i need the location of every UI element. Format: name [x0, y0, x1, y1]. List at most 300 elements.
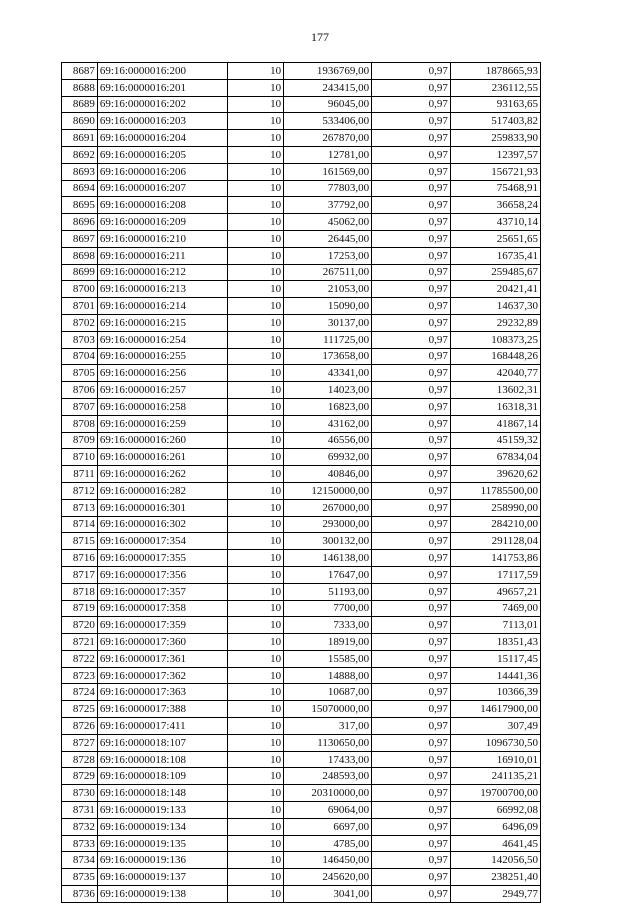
coefficient-cell: 0,97 — [372, 533, 451, 550]
rate-cell: 10 — [227, 314, 283, 331]
cadastral-number-cell: 69:16:0000016:302 — [97, 516, 227, 533]
rate-cell: 10 — [227, 768, 283, 785]
row-number-cell: 8695 — [62, 197, 98, 214]
coefficient-cell: 0,97 — [372, 432, 451, 449]
base-value-cell: 45062,00 — [284, 214, 372, 231]
cadastral-number-cell: 69:16:0000018:109 — [97, 768, 227, 785]
row-number-cell: 8725 — [62, 701, 98, 718]
row-number-cell: 8715 — [62, 533, 98, 550]
table-row — [62, 886, 541, 903]
result-value-cell: 49657,21 — [450, 583, 540, 600]
coefficient-cell: 0,97 — [372, 348, 451, 365]
table-row — [62, 684, 541, 701]
coefficient-cell: 0,97 — [372, 886, 451, 903]
coefficient-cell: 0,97 — [372, 701, 451, 718]
row-number-cell: 8726 — [62, 718, 98, 735]
coefficient-cell: 0,97 — [372, 146, 451, 163]
table-row — [62, 348, 541, 365]
coefficient-cell: 0,97 — [372, 482, 451, 499]
row-number-cell: 8689 — [62, 96, 98, 113]
coefficient-cell: 0,97 — [372, 650, 451, 667]
result-value-cell: 43710,14 — [450, 214, 540, 231]
result-value-cell: 2949,77 — [450, 886, 540, 903]
base-value-cell: 3041,00 — [284, 886, 372, 903]
result-value-cell: 75468,91 — [450, 180, 540, 197]
result-value-cell: 142056,50 — [450, 852, 540, 869]
base-value-cell: 69064,00 — [284, 802, 372, 819]
rate-cell: 10 — [227, 382, 283, 399]
table-row — [62, 852, 541, 869]
coefficient-cell: 0,97 — [372, 852, 451, 869]
table-row — [62, 130, 541, 147]
row-number-cell: 8697 — [62, 230, 98, 247]
row-number-cell: 8706 — [62, 382, 98, 399]
coefficient-cell: 0,97 — [372, 600, 451, 617]
coefficient-cell: 0,97 — [372, 566, 451, 583]
coefficient-cell: 0,97 — [372, 230, 451, 247]
result-value-cell: 141753,86 — [450, 550, 540, 567]
table-row — [62, 499, 541, 516]
cadastral-number-cell: 69:16:0000016:202 — [97, 96, 227, 113]
coefficient-cell: 0,97 — [372, 180, 451, 197]
rate-cell: 10 — [227, 634, 283, 651]
coefficient-cell: 0,97 — [372, 331, 451, 348]
table-row — [62, 734, 541, 751]
result-value-cell: 19700700,00 — [450, 785, 540, 802]
table-row — [62, 163, 541, 180]
rate-cell: 10 — [227, 482, 283, 499]
base-value-cell: 267000,00 — [284, 499, 372, 516]
coefficient-cell: 0,97 — [372, 264, 451, 281]
rate-cell: 10 — [227, 566, 283, 583]
base-value-cell: 15070000,00 — [284, 701, 372, 718]
rate-cell: 10 — [227, 533, 283, 550]
row-number-cell: 8690 — [62, 113, 98, 130]
row-number-cell: 8708 — [62, 415, 98, 432]
row-number-cell: 8720 — [62, 617, 98, 634]
rate-cell: 10 — [227, 550, 283, 567]
table-row — [62, 785, 541, 802]
row-number-cell: 8705 — [62, 365, 98, 382]
base-value-cell: 243415,00 — [284, 79, 372, 96]
cadastral-number-cell: 69:16:0000016:256 — [97, 365, 227, 382]
cadastral-number-cell: 69:16:0000016:262 — [97, 466, 227, 483]
coefficient-cell: 0,97 — [372, 113, 451, 130]
base-value-cell: 161569,00 — [284, 163, 372, 180]
cadastral-number-cell: 69:16:0000016:211 — [97, 247, 227, 264]
row-number-cell: 8711 — [62, 466, 98, 483]
cadastral-number-cell: 69:16:0000016:258 — [97, 398, 227, 415]
rate-cell: 10 — [227, 785, 283, 802]
result-value-cell: 307,49 — [450, 718, 540, 735]
coefficient-cell: 0,97 — [372, 617, 451, 634]
table-row — [62, 751, 541, 768]
table-row — [62, 768, 541, 785]
result-value-cell: 4641,45 — [450, 835, 540, 852]
coefficient-cell: 0,97 — [372, 818, 451, 835]
row-number-cell: 8704 — [62, 348, 98, 365]
result-value-cell: 41867,14 — [450, 415, 540, 432]
row-number-cell: 8728 — [62, 751, 98, 768]
cadastral-number-cell: 69:16:0000016:213 — [97, 281, 227, 298]
coefficient-cell: 0,97 — [372, 314, 451, 331]
rate-cell: 10 — [227, 869, 283, 886]
result-value-cell: 10366,39 — [450, 684, 540, 701]
result-value-cell: 259833,90 — [450, 130, 540, 147]
base-value-cell: 15090,00 — [284, 298, 372, 315]
row-number-cell: 8724 — [62, 684, 98, 701]
row-number-cell: 8719 — [62, 600, 98, 617]
base-value-cell: 533406,00 — [284, 113, 372, 130]
rate-cell: 10 — [227, 583, 283, 600]
base-value-cell: 267870,00 — [284, 130, 372, 147]
coefficient-cell: 0,97 — [372, 197, 451, 214]
row-number-cell: 8716 — [62, 550, 98, 567]
row-number-cell: 8733 — [62, 835, 98, 852]
result-value-cell: 93163,65 — [450, 96, 540, 113]
base-value-cell: 17647,00 — [284, 566, 372, 583]
coefficient-cell: 0,97 — [372, 247, 451, 264]
result-value-cell: 238251,40 — [450, 869, 540, 886]
base-value-cell: 96045,00 — [284, 96, 372, 113]
result-value-cell: 517403,82 — [450, 113, 540, 130]
base-value-cell: 26445,00 — [284, 230, 372, 247]
base-value-cell: 6697,00 — [284, 818, 372, 835]
row-number-cell: 8729 — [62, 768, 98, 785]
table-row — [62, 180, 541, 197]
coefficient-cell: 0,97 — [372, 718, 451, 735]
result-value-cell: 1096730,50 — [450, 734, 540, 751]
cadastral-number-cell: 69:16:0000016:201 — [97, 79, 227, 96]
coefficient-cell: 0,97 — [372, 449, 451, 466]
table-row — [62, 550, 541, 567]
cadastral-number-cell: 69:16:0000016:301 — [97, 499, 227, 516]
base-value-cell: 248593,00 — [284, 768, 372, 785]
result-value-cell: 36658,24 — [450, 197, 540, 214]
base-value-cell: 14888,00 — [284, 667, 372, 684]
table-row — [62, 314, 541, 331]
rate-cell: 10 — [227, 617, 283, 634]
base-value-cell: 7700,00 — [284, 600, 372, 617]
cadastral-number-cell: 69:16:0000016:259 — [97, 415, 227, 432]
table-row — [62, 264, 541, 281]
cadastral-number-cell: 69:16:0000017:354 — [97, 533, 227, 550]
cadastral-number-cell: 69:16:0000016:209 — [97, 214, 227, 231]
base-value-cell: 7333,00 — [284, 617, 372, 634]
result-value-cell: 6496,09 — [450, 818, 540, 835]
cadastral-number-cell: 69:16:0000016:214 — [97, 298, 227, 315]
table-row — [62, 365, 541, 382]
table-row — [62, 146, 541, 163]
cadastral-number-cell: 69:16:0000018:107 — [97, 734, 227, 751]
row-number-cell: 8709 — [62, 432, 98, 449]
table-row — [62, 230, 541, 247]
base-value-cell: 77803,00 — [284, 180, 372, 197]
base-value-cell: 46556,00 — [284, 432, 372, 449]
base-value-cell: 10687,00 — [284, 684, 372, 701]
row-number-cell: 8696 — [62, 214, 98, 231]
rate-cell: 10 — [227, 96, 283, 113]
rate-cell: 10 — [227, 499, 283, 516]
base-value-cell: 1130650,00 — [284, 734, 372, 751]
cadastral-number-cell: 69:16:0000018:148 — [97, 785, 227, 802]
table-row — [62, 298, 541, 315]
cadastral-number-cell: 69:16:0000016:261 — [97, 449, 227, 466]
base-value-cell: 267511,00 — [284, 264, 372, 281]
table-row — [62, 449, 541, 466]
base-value-cell: 300132,00 — [284, 533, 372, 550]
cadastral-number-cell: 69:16:0000016:205 — [97, 146, 227, 163]
row-number-cell: 8722 — [62, 650, 98, 667]
base-value-cell: 173658,00 — [284, 348, 372, 365]
row-number-cell: 8693 — [62, 163, 98, 180]
coefficient-cell: 0,97 — [372, 550, 451, 567]
rate-cell: 10 — [227, 718, 283, 735]
base-value-cell: 37792,00 — [284, 197, 372, 214]
result-value-cell: 16318,31 — [450, 398, 540, 415]
coefficient-cell: 0,97 — [372, 802, 451, 819]
result-value-cell: 29232,89 — [450, 314, 540, 331]
rate-cell: 10 — [227, 63, 283, 80]
rate-cell: 10 — [227, 264, 283, 281]
table-row — [62, 432, 541, 449]
cadastral-number-cell: 69:16:0000016:215 — [97, 314, 227, 331]
table-row — [62, 113, 541, 130]
base-value-cell: 21053,00 — [284, 281, 372, 298]
base-value-cell: 14023,00 — [284, 382, 372, 399]
rate-cell: 10 — [227, 852, 283, 869]
rate-cell: 10 — [227, 818, 283, 835]
rate-cell: 10 — [227, 298, 283, 315]
rate-cell: 10 — [227, 802, 283, 819]
table-row — [62, 701, 541, 718]
cadastral-number-cell: 69:16:0000017:361 — [97, 650, 227, 667]
table-row — [62, 600, 541, 617]
table-row — [62, 566, 541, 583]
cadastral-number-cell: 69:16:0000017:358 — [97, 600, 227, 617]
row-number-cell: 8701 — [62, 298, 98, 315]
result-value-cell: 25651,65 — [450, 230, 540, 247]
row-number-cell: 8707 — [62, 398, 98, 415]
rate-cell: 10 — [227, 432, 283, 449]
base-value-cell: 146450,00 — [284, 852, 372, 869]
coefficient-cell: 0,97 — [372, 499, 451, 516]
cadastral-number-cell: 69:16:0000019:138 — [97, 886, 227, 903]
cadastral-number-cell: 69:16:0000016:255 — [97, 348, 227, 365]
row-number-cell: 8727 — [62, 734, 98, 751]
table-row — [62, 197, 541, 214]
cadastral-number-cell: 69:16:0000016:210 — [97, 230, 227, 247]
base-value-cell: 17433,00 — [284, 751, 372, 768]
row-number-cell: 8718 — [62, 583, 98, 600]
coefficient-cell: 0,97 — [372, 835, 451, 852]
row-number-cell: 8688 — [62, 79, 98, 96]
table-row — [62, 818, 541, 835]
result-value-cell: 16910,01 — [450, 751, 540, 768]
coefficient-cell: 0,97 — [372, 684, 451, 701]
coefficient-cell: 0,97 — [372, 96, 451, 113]
row-number-cell: 8692 — [62, 146, 98, 163]
base-value-cell: 12150000,00 — [284, 482, 372, 499]
cadastral-number-cell: 69:16:0000016:200 — [97, 63, 227, 80]
cadastral-number-cell: 69:16:0000018:108 — [97, 751, 227, 768]
base-value-cell: 69932,00 — [284, 449, 372, 466]
coefficient-cell: 0,97 — [372, 415, 451, 432]
cadastral-number-cell: 69:16:0000017:360 — [97, 634, 227, 651]
base-value-cell: 245620,00 — [284, 869, 372, 886]
base-value-cell: 111725,00 — [284, 331, 372, 348]
table-row — [62, 331, 541, 348]
table-row — [62, 802, 541, 819]
coefficient-cell: 0,97 — [372, 79, 451, 96]
base-value-cell: 16823,00 — [284, 398, 372, 415]
base-value-cell: 18919,00 — [284, 634, 372, 651]
base-value-cell: 293000,00 — [284, 516, 372, 533]
row-number-cell: 8713 — [62, 499, 98, 516]
row-number-cell: 8703 — [62, 331, 98, 348]
cadastral-number-cell: 69:16:0000016:208 — [97, 197, 227, 214]
cadastral-number-cell: 69:16:0000019:135 — [97, 835, 227, 852]
row-number-cell: 8735 — [62, 869, 98, 886]
table-row — [62, 466, 541, 483]
table-row — [62, 79, 541, 96]
result-value-cell: 15117,45 — [450, 650, 540, 667]
cadastral-number-cell: 69:16:0000017:363 — [97, 684, 227, 701]
base-value-cell: 12781,00 — [284, 146, 372, 163]
result-value-cell: 39620,62 — [450, 466, 540, 483]
cadastral-number-cell: 69:16:0000016:254 — [97, 331, 227, 348]
rate-cell: 10 — [227, 180, 283, 197]
base-value-cell: 146138,00 — [284, 550, 372, 567]
base-value-cell: 51193,00 — [284, 583, 372, 600]
result-value-cell: 14617900,00 — [450, 701, 540, 718]
coefficient-cell: 0,97 — [372, 634, 451, 651]
result-value-cell: 156721,93 — [450, 163, 540, 180]
rate-cell: 10 — [227, 650, 283, 667]
result-value-cell: 45159,32 — [450, 432, 540, 449]
rate-cell: 10 — [227, 751, 283, 768]
row-number-cell: 8700 — [62, 281, 98, 298]
row-number-cell: 8691 — [62, 130, 98, 147]
cadastral-number-cell: 69:16:0000017:359 — [97, 617, 227, 634]
result-value-cell: 7469,00 — [450, 600, 540, 617]
coefficient-cell: 0,97 — [372, 281, 451, 298]
rate-cell: 10 — [227, 146, 283, 163]
result-value-cell: 259485,67 — [450, 264, 540, 281]
result-value-cell: 17117,59 — [450, 566, 540, 583]
result-value-cell: 42040,77 — [450, 365, 540, 382]
table-row — [62, 667, 541, 684]
base-value-cell: 15585,00 — [284, 650, 372, 667]
table-row — [62, 214, 541, 231]
base-value-cell: 20310000,00 — [284, 785, 372, 802]
cadastral-number-cell: 69:16:0000017:411 — [97, 718, 227, 735]
coefficient-cell: 0,97 — [372, 869, 451, 886]
cadastral-number-cell: 69:16:0000019:134 — [97, 818, 227, 835]
coefficient-cell: 0,97 — [372, 667, 451, 684]
coefficient-cell: 0,97 — [372, 365, 451, 382]
row-number-cell: 8694 — [62, 180, 98, 197]
registry-table — [61, 62, 541, 903]
cadastral-number-cell: 69:16:0000016:212 — [97, 264, 227, 281]
result-value-cell: 168448,26 — [450, 348, 540, 365]
table-row — [62, 398, 541, 415]
rate-cell: 10 — [227, 600, 283, 617]
table-row — [62, 281, 541, 298]
cadastral-number-cell: 69:16:0000017:388 — [97, 701, 227, 718]
row-number-cell: 8721 — [62, 634, 98, 651]
result-value-cell: 12397,57 — [450, 146, 540, 163]
rate-cell: 10 — [227, 701, 283, 718]
coefficient-cell: 0,97 — [372, 751, 451, 768]
result-value-cell: 13602,31 — [450, 382, 540, 399]
table-row — [62, 583, 541, 600]
table-row — [62, 533, 541, 550]
cadastral-number-cell: 69:16:0000019:137 — [97, 869, 227, 886]
cadastral-number-cell: 69:16:0000017:357 — [97, 583, 227, 600]
coefficient-cell: 0,97 — [372, 785, 451, 802]
row-number-cell: 8717 — [62, 566, 98, 583]
row-number-cell: 8734 — [62, 852, 98, 869]
base-value-cell: 17253,00 — [284, 247, 372, 264]
row-number-cell: 8698 — [62, 247, 98, 264]
base-value-cell: 1936769,00 — [284, 63, 372, 80]
coefficient-cell: 0,97 — [372, 382, 451, 399]
result-value-cell: 258990,00 — [450, 499, 540, 516]
table-row — [62, 482, 541, 499]
coefficient-cell: 0,97 — [372, 298, 451, 315]
result-value-cell: 1878665,93 — [450, 63, 540, 80]
base-value-cell: 43162,00 — [284, 415, 372, 432]
result-value-cell: 7113,01 — [450, 617, 540, 634]
result-value-cell: 67834,04 — [450, 449, 540, 466]
coefficient-cell: 0,97 — [372, 768, 451, 785]
cadastral-number-cell: 69:16:0000017:362 — [97, 667, 227, 684]
rate-cell: 10 — [227, 835, 283, 852]
base-value-cell: 30137,00 — [284, 314, 372, 331]
row-number-cell: 8710 — [62, 449, 98, 466]
rate-cell: 10 — [227, 348, 283, 365]
rate-cell: 10 — [227, 684, 283, 701]
coefficient-cell: 0,97 — [372, 583, 451, 600]
table-row — [62, 382, 541, 399]
base-value-cell: 317,00 — [284, 718, 372, 735]
table-row — [62, 718, 541, 735]
cadastral-number-cell: 69:16:0000017:356 — [97, 566, 227, 583]
result-value-cell: 236112,55 — [450, 79, 540, 96]
cadastral-number-cell: 69:16:0000016:203 — [97, 113, 227, 130]
row-number-cell: 8730 — [62, 785, 98, 802]
rate-cell: 10 — [227, 734, 283, 751]
cadastral-number-cell: 69:16:0000019:136 — [97, 852, 227, 869]
row-number-cell: 8712 — [62, 482, 98, 499]
row-number-cell: 8723 — [62, 667, 98, 684]
coefficient-cell: 0,97 — [372, 734, 451, 751]
row-number-cell: 8732 — [62, 818, 98, 835]
base-value-cell: 4785,00 — [284, 835, 372, 852]
result-value-cell: 66992,08 — [450, 802, 540, 819]
row-number-cell: 8699 — [62, 264, 98, 281]
rate-cell: 10 — [227, 886, 283, 903]
table-row — [62, 869, 541, 886]
table-row — [62, 415, 541, 432]
cadastral-number-cell: 69:16:0000019:133 — [97, 802, 227, 819]
result-value-cell: 108373,25 — [450, 331, 540, 348]
coefficient-cell: 0,97 — [372, 466, 451, 483]
rate-cell: 10 — [227, 398, 283, 415]
table-row — [62, 96, 541, 113]
coefficient-cell: 0,97 — [372, 214, 451, 231]
